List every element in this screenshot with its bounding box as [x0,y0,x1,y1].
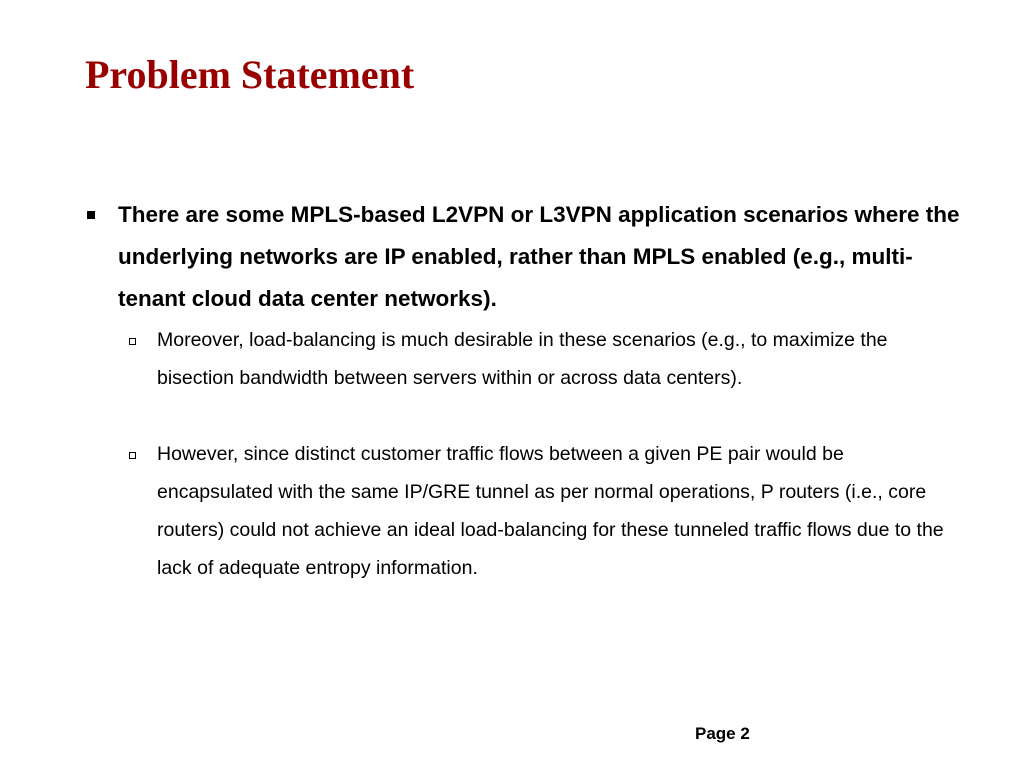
sub-bullet-text-1: Moreover, load-balancing is much desirable in these scenarios (e.g., to maximize the bisection bandwidth between servers within or across data centers). [157,329,888,389]
hollow-square-bullet-icon [129,338,136,345]
main-bullet-text: There are some MPLS-based L2VPN or L3VPN application scenarios where the underlying networks are IP enabled, rather than MPLS enabled (e.g., multi-tenant cloud data center networks). [118,202,960,311]
hollow-square-bullet-icon [129,452,136,459]
page-number: Page 2 [695,724,750,743]
square-bullet-icon [87,211,95,219]
slide-title: Problem Statement [85,52,415,97]
sub-bullet-text-2: However, since distinct customer traffic flows between a given PE pair would be encapsulated with the same IP/GRE tunnel as per normal operations, P routers (i.e., core routers) could not achieve an ideal load-balancing for these tunneled traffic flows due to the lack of adequate entropy information. [157,443,944,579]
